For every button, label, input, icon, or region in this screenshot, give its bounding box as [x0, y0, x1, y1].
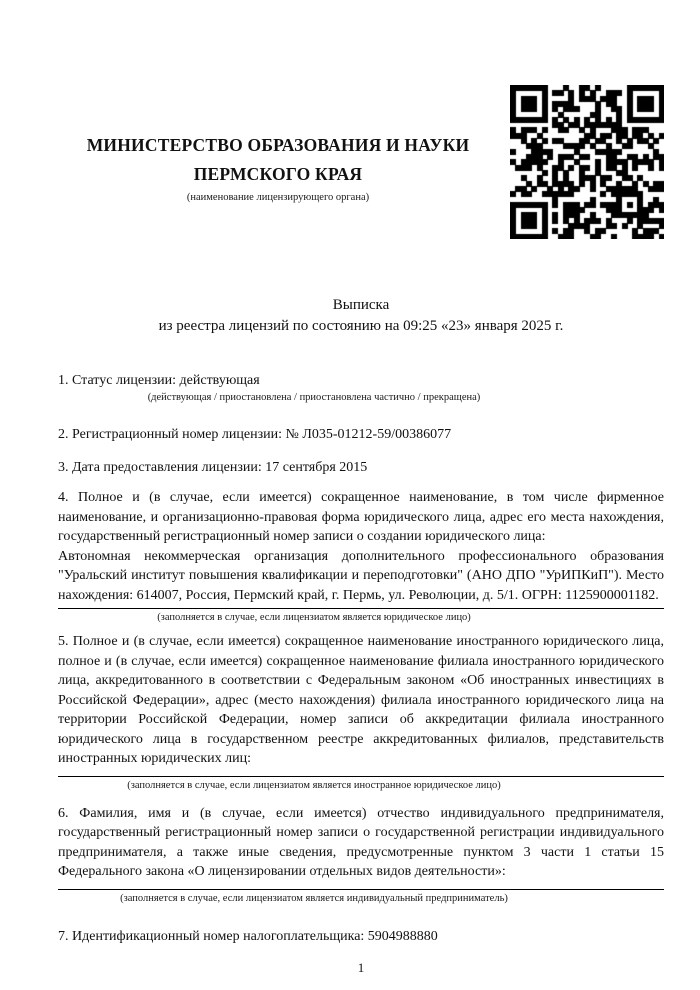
field-license-status: 1. Статус лицензии: действующая	[58, 373, 260, 388]
page-content	[0, 85, 700, 976]
document-subtitle: из реестра лицензий по состоянию на 09:25 «23» января 2025 г.	[158, 318, 564, 334]
field-legal-entity-value: Автономная некоммерческая организация дополнительного профессионального образования "Уральский институт повышения квалификации и переподготовки" (АНО ДПО "УрИПКиП"). Место нахождения: 614007, Россия, Пермский край, г. Пермь, ул. Революции, д. 5/1. ОГРН: 1125900001182.	[58, 548, 664, 603]
field-foreign-entity: 5. Полное и (в случае, если имеется) сокращенное наименование иностранного юридического лица, полное и (в случае, если имеется) сокращенное наименование филиала иностранного юридического лица, аккредитованного в соответствии с Федеральным законом «Об иностранных инвестициях в Российской Федерации», адрес (место нахождения) филиала иностранного юридического лица на территории Российской Федерации, номер записи об аккредитации филиала иностранного юридического лица в государственном реестре аккредитованных филиалов, представительств иностранных юридических лиц:	[58, 634, 664, 766]
field-legal-entity	[58, 488, 664, 605]
field-license-status-note: (действующая / приостановлена / приостановлена частично / прекращена)	[147, 392, 481, 403]
licensing-authority-caption: (наименование лицензирующего органа)	[186, 192, 370, 203]
field-foreign-entity-note: (заполняется в случае, если лицензиатом является иностранное юридическое лицо)	[127, 779, 501, 791]
document-title: Выписка	[332, 297, 390, 313]
field-license-date: 3. Дата предоставления лицензии: 17 сентября 2015	[58, 460, 368, 475]
field-legal-entity-label: 4. Полное и (в случае, если имеется) сокращенное наименование, в том числе фирменное наименование, и организационно-правовая форма юридического лица, адрес его места нахождения, государственный регистрационный номер записи о создании юридического лица:	[58, 490, 664, 544]
fill-in-line	[58, 889, 664, 890]
field-registration-number: 2. Регистрационный номер лицензии: № Л035-01212-59/00386077	[58, 427, 452, 442]
document-title-block	[58, 295, 664, 337]
field-individual-entrepreneur: 6. Фамилия, имя и (в случае, если имеется) отчество индивидуального предпринимателя, государственный регистрационный номер записи о государственной регистрации индивидуального предпринимателя, а также иные сведения, предусмотренные пунктом 3 части 1 статьи 15 Федерального закона «О лицензировании отдельных видов деятельности»:	[58, 805, 664, 879]
field-taxpayer-number: 7. Идентификационный номер налогоплательщика: 5904988880	[58, 928, 438, 944]
page-number: 1	[357, 959, 365, 975]
licensing-authority-block	[58, 131, 498, 203]
fill-in-line	[58, 608, 664, 609]
qr-code	[510, 85, 664, 239]
licensing-authority-name: МИНИСТЕРСТВО ОБРАЗОВАНИЯ И НАУКИ ПЕРМСКОГО КРАЯ	[86, 135, 470, 184]
field-individual-entrepreneur-note: (заполняется в случае, если лицензиатом является индивидуальный предприниматель)	[120, 892, 508, 904]
document-header	[58, 85, 664, 243]
fill-in-line	[58, 776, 664, 777]
field-legal-entity-note: (заполняется в случае, если лицензиатом является юридическое лицо)	[157, 612, 471, 623]
